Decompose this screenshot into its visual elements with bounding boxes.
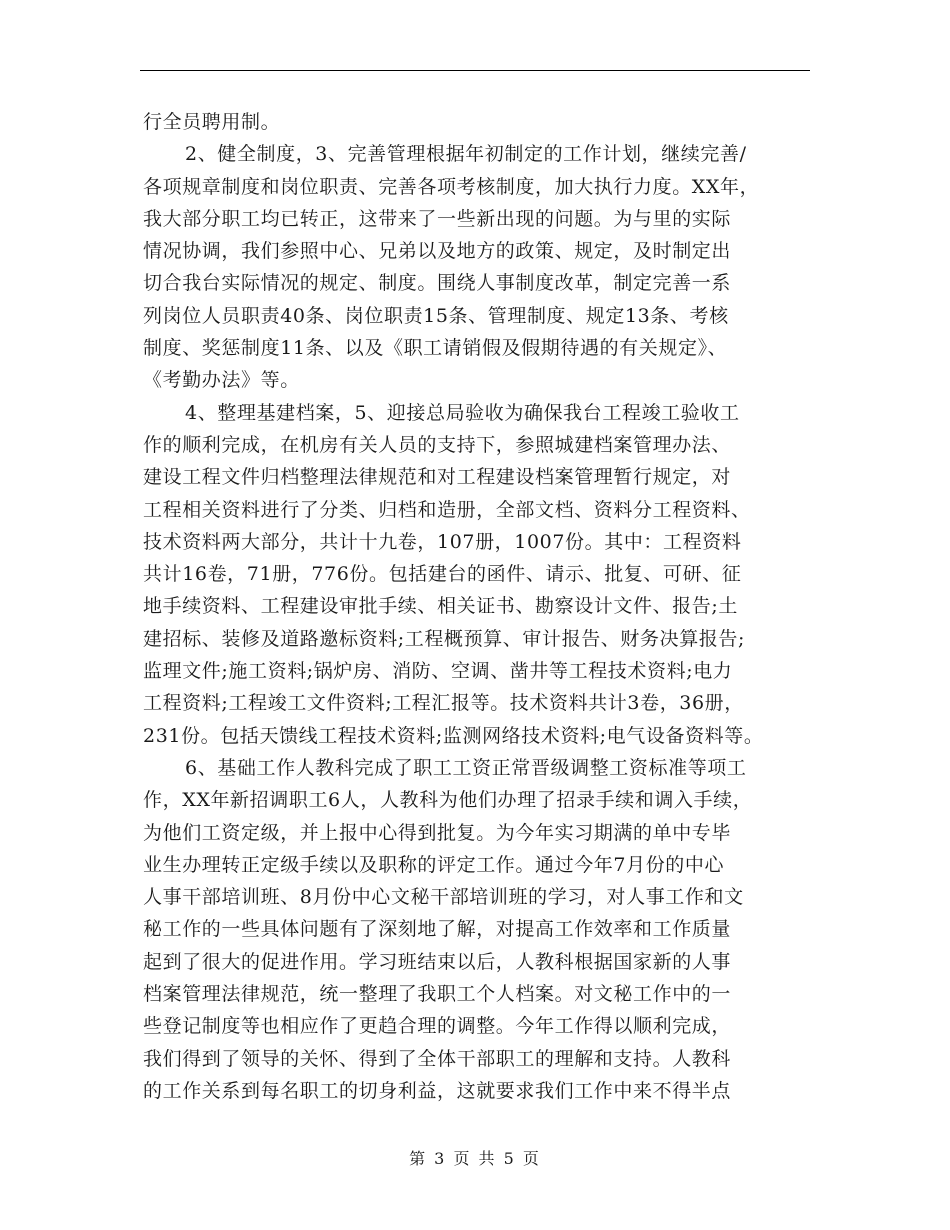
text-line: 《考勤办法》等。 [143, 369, 300, 392]
text-line: 工程资料;工程竣工文件资料;工程汇报等。技术资料共计3卷，36册， [143, 692, 744, 715]
text-line: 技术资料两大部分，共计十九卷，107册，1007份。其中：工程资料 [143, 530, 742, 553]
paragraph-start-line: 6、基础工作人教科完成了职工工资正常晋级调整工资标准等项工 [185, 756, 747, 779]
text-line: 监理文件;施工资料;锅炉房、消防、空调、凿井等工程技术资料;电力 [143, 660, 733, 683]
page-footer [0, 1146, 950, 1169]
text-line: 共计16卷，71册，776份。包括建台的函件、请示、批复、可研、征 [143, 563, 742, 586]
text-line: 作的顺利完成，在机房有关人员的支持下，参照城建档案管理办法、 [143, 433, 732, 456]
header-rule [140, 70, 810, 71]
text-line: 工程相关资料进行了分类、归档和造册，全部文档、资料分工程资料、 [143, 498, 751, 521]
text-line: 切合我台实际情况的规定、制度。围绕人事制度改革，制定完善一系 [143, 272, 732, 295]
text-line: 各项规章制度和岗位职责、完善各项考核制度，加大执行力度。XX年， [143, 175, 760, 198]
paragraph-start-line: 4、整理基建档案，5、迎接总局验收为确保我台工程竣工验收工 [185, 401, 740, 424]
document-body [143, 106, 813, 1107]
text-line: 作，XX年新招调职工6人，人教科为他们办理了招录手续和调入手续， [143, 789, 753, 812]
text-line: 秘工作的一些具体问题有了深刻地了解，对提高工作效率和工作质量 [143, 918, 732, 941]
text-line: 建设工程文件归档整理法律规范和对工程建设档案管理暂行规定，对 [143, 466, 732, 489]
text-line: 制度、奖惩制度11条、以及《职工请销假及假期待遇的有关规定》、 [143, 337, 728, 360]
text-line: 为他们工资定级，并上报中心得到批复。为今年实习期满的单中专毕 [143, 821, 732, 844]
text-line: 起到了很大的促进作用。学习班结束以后，人教科根据国家新的人事 [143, 950, 732, 973]
paragraph-start-line: 2、健全制度，3、完善管理根据年初制定的工作计划，继续完善/ [185, 143, 747, 166]
text-line: 列岗位人员职责40条、岗位职责15条、管理制度、规定13条、考核 [143, 304, 729, 327]
text-line: 地手续资料、工程建设审批手续、相关证书、勘察设计文件、报告;土 [143, 595, 739, 618]
text-line: 人事干部培训班、8月份中心文秘干部培训班的学习，对人事工作和文 [143, 886, 744, 909]
text-line: 我大部分职工均已转正，这带来了一些新出现的问题。为与里的实际 [143, 207, 732, 230]
text-line: 的工作关系到每名职工的切身利益，这就要求我们工作中来不得半点 [143, 1079, 732, 1102]
text-line: 情况协调，我们参照中心、兄弟以及地方的政策、规定，及时制定出 [143, 240, 732, 263]
text-line: 档案管理法律规范，统一整理了我职工个人档案。对文秘工作中的一 [143, 983, 732, 1006]
text-line: 231份。包括天馈线工程技术资料;监测网络技术资料;电气设备资料等。 [143, 724, 764, 747]
page-number-label: 第 3 页 共 5 页 [409, 1149, 541, 1168]
text-line: 行全员聘用制。 [143, 111, 281, 133]
text-line: 些登记制度等也相应作了更趋合理的调整。今年工作得以顺利完成， [143, 1015, 732, 1038]
text-line: 建招标、装修及道路邀标资料;工程概预算、审计报告、财务决算报告; [143, 627, 746, 650]
text-line: 业生办理转正定级手续以及职称的评定工作。通过今年7月份的中心 [143, 853, 725, 876]
text-line: 我们得到了领导的关怀、得到了全体干部职工的理解和支持。人教科 [143, 1047, 732, 1070]
